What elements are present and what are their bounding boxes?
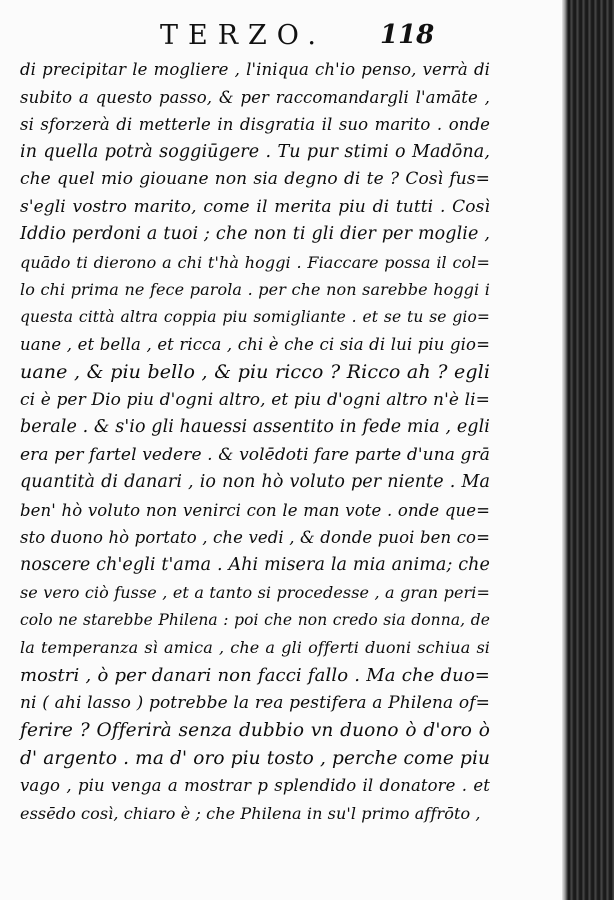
text-line: ben' hò voluto non venirci con le man vote . onde que= [20,500,490,520]
text-line: colo ne starebbe Philena : poi che non credo sia donna, de [20,610,490,629]
page-number: 118 [380,20,435,50]
text-line: mostri , ò per danari non facci fallo . Ma che duo= [20,665,490,687]
body-text [20,56,490,827]
running-head: TERZO. [160,20,326,51]
text-line: ni ( ahi lasso ) potrebbe la rea pestifera a Philena of= [20,692,490,713]
text-line: essēdo così, chiaro è ; che Philena in su'l primo affrōto , [20,803,481,823]
text-line: la temperanza sì amica , che a gli offerti duoni schiua si [20,638,490,658]
text-line: quādo ti dierono a chi t'hà hoggi . Fiaccare possa il col= [20,252,490,272]
text-line: lo chi prima ne fece parola . per che non sarebbe hoggi i [20,280,490,300]
page-block-edge [562,0,614,900]
text-line: uane , et bella , et ricca , chi è che ci sia di lui piu gio= [20,335,490,355]
text-line: vago , piu venga a mostrar p splendido il donatore . et [20,776,490,796]
text-line: che quel mio giouane non sia degno di te ? Così fus= [20,169,490,190]
text-line: ferire ? Offerirà senza dubbio vn duono ò d'oro ò [20,720,490,742]
text-line: si sforzerà di metterle in disgratia il suo marito . onde [20,115,490,135]
text-line: s'egli vostro marito, come il merita piu di tutti . Così [20,196,490,217]
text-line: uane , & piu bello , & piu ricco ? Ricco ah ? egli [20,361,490,384]
text-line: noscere ch'egli t'ama . Ahi misera la mia anima; che [20,554,490,575]
text-line: se vero ciò fusse , et a tanto si procedesse , a gran peri= [20,583,490,603]
text-line: era per fartel vedere . & volēdoti fare parte d'una grā [20,444,490,465]
text-line: Iddio perdoni a tuoi ; che non ti gli dier per moglie , [20,224,490,245]
page-header [160,20,440,60]
text-line: quantità di danari , io non hò voluto per niente . Ma [20,472,490,493]
text-line: subito a questo passo, & per raccomandargli l'amāte , [20,87,490,107]
text-line: sto duono hò portato , che vedi , & donde puoi ben co= [20,528,490,548]
text-line: ci è per Dio piu d'ogni altro, et piu d'ogni altro n'è li= [20,389,490,410]
text-line: d' argento . ma d' oro piu tosto , perche come piu [20,747,490,769]
text-line: di precipitar le mogliere , l'iniqua ch'io penso, verrà di [20,60,490,79]
text-line: berale . & s'io gli hauessi assentito in fede mia , egli [20,417,490,438]
text-line: in quella potrà soggiūgere . Tu pur stimi o Madōna, [20,141,490,162]
text-line: questa città altra coppia piu somigliante . et se tu se gio= [20,307,490,326]
